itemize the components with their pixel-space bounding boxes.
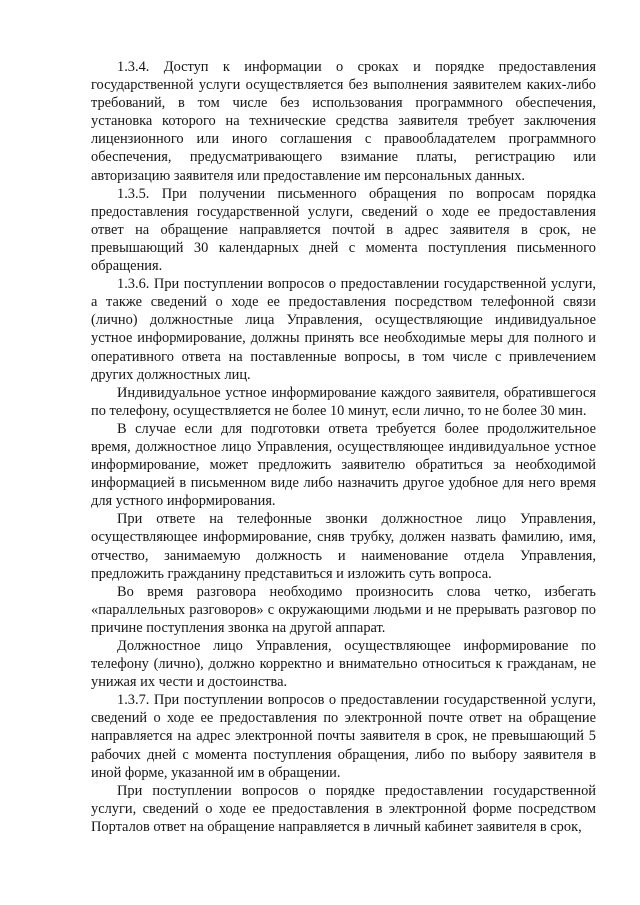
paragraph-conversation-rules: Во время разговора необходимо произносить слова четко, избегать «параллельных разговоров» с окружающими людьми и не прерывать разговор по причине поступления звонка на другой аппарат. [91, 583, 596, 636]
paragraph-portal-answer: При поступлении вопросов о порядке предоставлении государственной услуги, сведений о ходе ее предоставления в электронной форме посредством Порталов ответ на обращение направляется в личный кабинет заявителя в срок, [91, 782, 596, 835]
paragraph-1-3-6: 1.3.6. При поступлении вопросов о предоставлении государственной услуги, а также сведений о ходе ее предоставления посредством телефонной связи (лично) должностные лица Управления, осуществляющие индивидуальное устное информирование, должны принять все необходимые меры для полного и оперативного ответа на поставленные вопросы, в том числе с привлечением других должностных лиц. [91, 276, 596, 383]
paragraph-politeness: Должностное лицо Управления, осуществляющее информирование по телефону (лично), должно корректно и внимательно относиться к гражданам, не унижая их чести и достоинства. [91, 638, 596, 691]
paragraph-individual-informing: Индивидуальное устное информирование каждого заявителя, обратившегося по телефону, осуществляется не более 10 минут, если лично, то не более 30 мин. [91, 384, 596, 419]
paragraph-phone-answer: При ответе на телефонные звонки должностное лицо Управления, осуществляющее информирование, сняв трубку, должен назвать фамилию, имя, отчество, занимаемую должность и наименование отдела Управления, предложить гражданину представиться и изложить суть вопроса. [91, 511, 596, 582]
paragraph-1-3-5: 1.3.5. При получении письменного обращения по вопросам порядка предоставления государственной услуги, сведений о ходе ее предоставления ответ на обращение направляется почтой в адрес заявителя в срок, не превышающий 30 календарных дней с момента поступления письменного обращения. [91, 185, 596, 275]
paragraph-1-3-4: 1.3.4. Доступ к информации о сроках и порядке предоставления государственной услуги осуществляется без выполнения заявителем каких-либо требований, в том числе без использования программного обеспечения, установка которого на технические средства заявителя требует заключения лицензионного или иного соглашения с правообладателем программного обеспечения, предусматривающего взимание платы, регистрацию или авторизацию заявителя или предоставление им персональных данных. [91, 59, 596, 184]
document-body [91, 58, 596, 836]
paragraph-longer-answer: В случае если для подготовки ответа требуется более продолжительное время, должностное лицо Управления, осуществляющее индивидуальное устное информирование, может предложить заявителю обратиться за необходимой информацией в письменном виде либо назначить другое удобное для него время для устного информирования. [91, 420, 596, 510]
paragraph-1-3-7: 1.3.7. При поступлении вопросов о предоставлении государственной услуги, сведений о ходе ее предоставления по электронной почте ответ на обращение направляется на адрес электронной почты заявителя в срок, не превышающий 5 рабочих дней с момента поступления обращения, либо по выбору заявителя в иной форме, указанной им в обращении. [91, 692, 596, 781]
